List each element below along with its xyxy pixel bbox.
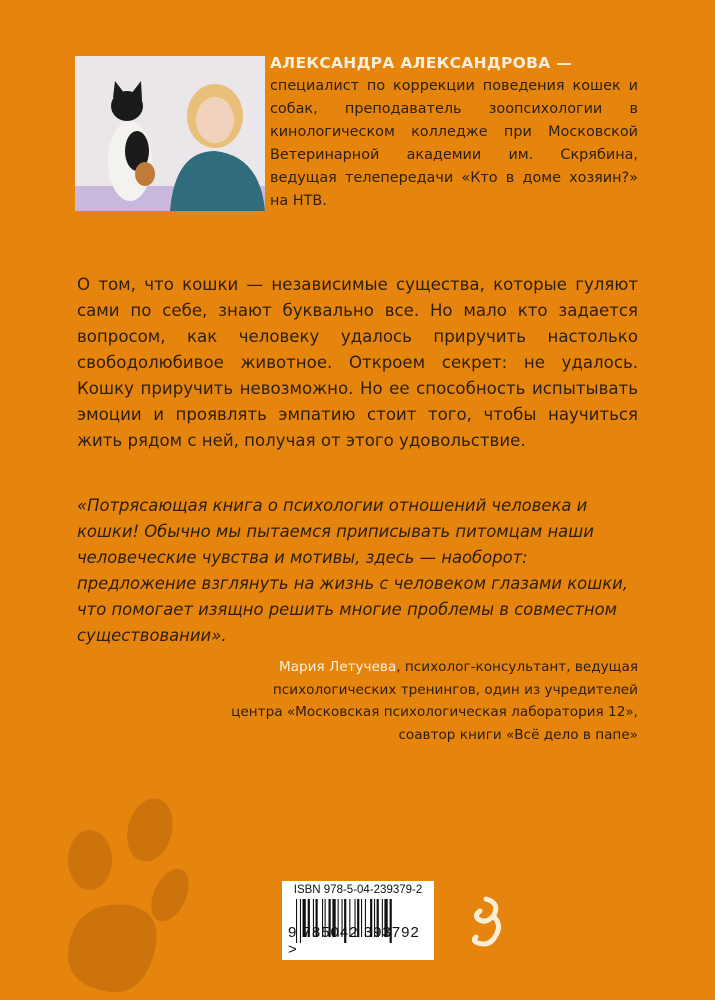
review-quote: «Потрясающая книга о психологии отношений человека и кошки! Обычно мы пытаемся приписывать питомцам наши человеческие чувства и мотивы, здесь — наоборот: предложение взглянуть на жизнь с человеком глазами кошки, что помогает изящно решить многие проблемы в совместном существовании». xyxy=(77,496,628,645)
author-bio xyxy=(270,52,638,213)
isbn-barcode xyxy=(282,881,434,960)
reviewer-role: соавтор книги «Всё дело в папе» xyxy=(398,726,638,743)
isbn-text: ISBN 978-5-04-239379-2 xyxy=(293,884,423,896)
reviewer-role: , психолог-консультант, ведущая xyxy=(396,659,638,675)
reviewer-role: психологических тренингов, один из учредителей xyxy=(272,681,638,698)
author-name: АЛЕКСАНДРА АЛЕКСАНДРОВА — xyxy=(270,54,573,72)
paw-print-icon xyxy=(60,790,190,1000)
publisher-logo-icon xyxy=(470,895,506,955)
author-photo xyxy=(75,56,265,211)
author-description: специалист по коррекции поведения кошек и собак, преподаватель зоопсихологии в кинологическом колледже при Московской Ветеринарной академии им. Скрябина, ведущая телепередачи «Кто в доме хозяин?» на НТВ. xyxy=(270,78,638,209)
book-description: О том, что кошки — независимые существа, которые гуляют сами по себе, знают буквально все. Но мало кто задается вопросом, как человеку удалось приручить настолько свободолюбивое животное. Откроем секрет: не удалось. Кошку приручить невозможно. Но ее способность испытывать эмоции и проявлять эмпатию стоит того, чтобы научиться жить рядом с ней, получая от этого удовольствие. xyxy=(77,275,638,450)
reviewer-name: Мария Летучева xyxy=(278,659,397,675)
reviewer-role: центра «Московская психологическая лаборатория 12», xyxy=(231,704,638,720)
ean-digits: 9 785042 393792 > xyxy=(288,924,420,958)
review-attribution xyxy=(158,656,638,746)
